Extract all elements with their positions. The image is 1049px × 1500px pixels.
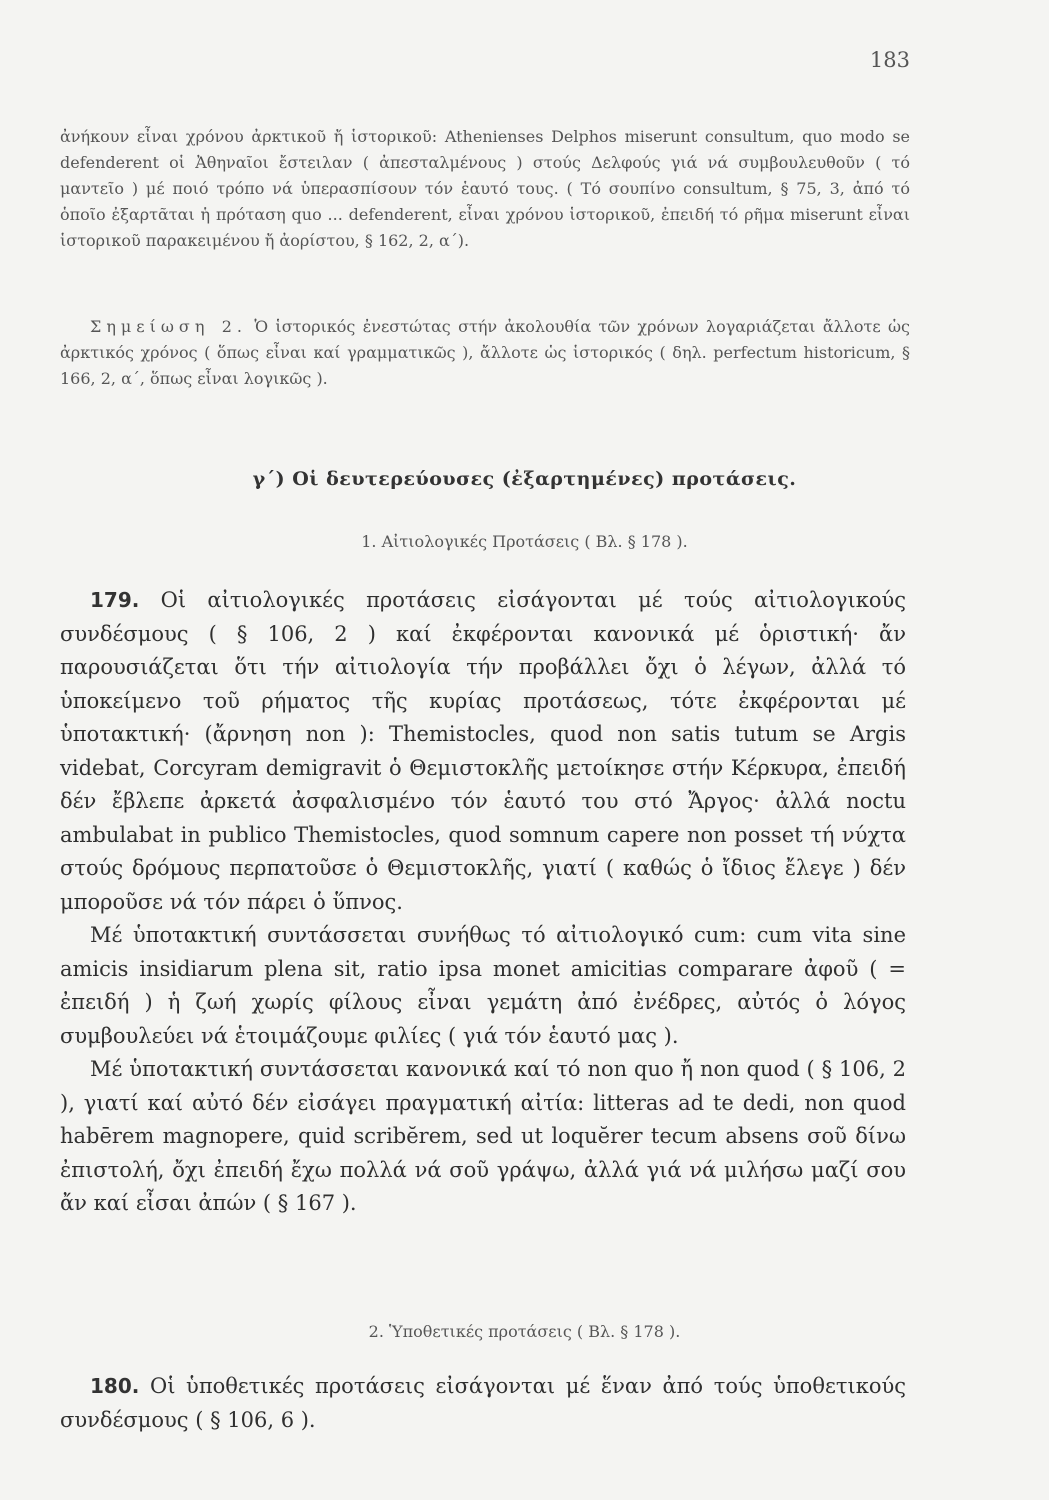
note-2-label: Σημείωση 2. <box>90 317 248 336</box>
note-2-body: Ὁ ἱστορικός ἐνεστώτας στήν ἀκολουθία τῶν χρόνων λογαριάζεται ἄλλοτε ὡς ἀρκτικός χρόνος ( ὅπως εἶναι καί γραμματικῶς ), ἄλλοτε ὡς ἱστορικός ( δηλ. perfectum historicum, § 166, 2, α΄, ὅπως εἶναι λογικῶς ). <box>60 317 911 388</box>
subheading-conditional-clauses: 2. Ὑποθετικές προτάσεις ( Βλ. § 178 ). <box>368 1322 681 1341</box>
intro-paragraph <box>60 124 910 254</box>
paragraph-number-179: 179. <box>90 588 140 612</box>
paragraph-179-text: Οἱ αἰτιολογικές προτάσεις εἰσάγονται μέ τούς αἰτιολογικούς συνδέσμους ( § 106, 2 ) καί ἐκφέρονται κανονικά μέ ὁριστική· ἄν παρουσιάζεται ὅτι τήν αἰτιολογία τήν προβάλλει ὄχι ὁ λέγων, ἀλλά τό ὑποκείμενο τοῦ ρήματος τῆς κυρίας προτάσεως, τότε ἐκφέρονται μέ ὑποτακτική· (ἄρνηση non ): Themistocles, quod non satis tutum se Argis videbat, Corcyram demigravit ὁ Θεμιστοκλῆς μετοίκησε στήν Κέρκυρα, ἐπειδή δέν ἔβλεπε ἀρκετά ἀσφαλισμένο τόν ἑαυτό του στό Ἄργος· ἀλλά noctu ambulabat in publico Themistocles, quod somnum capere non posset τή νύχτα στούς δρόμους περπατοῦσε ὁ Θεμιστοκλῆς, γιατί ( καθώς ὁ ἴδιος ἔλεγε ) δέν μποροῦσε νά τόν πάρει ὁ ὕπνος. <box>60 588 906 914</box>
subheading-causal-clauses: 1. Αἰτιολογικές Προτάσεις ( Βλ. § 178 ). <box>361 532 688 551</box>
paragraph-179 <box>60 584 906 919</box>
paragraph-non-quo: Μέ ὑποτακτική συντάσσεται κανονικά καί τό non quo ἤ non quod ( § 106, 2 ), γιατί καί αὐτό δέν εἰσάγει πραγματική αἰτία: litteras ad te dedi, non quod habērem magnopere, quid scribĕrem, sed ut loquĕrer tecum absens σοῦ δίνω ἐπιστολή, ὄχι ἐπειδή ἔχω πολλά νά σοῦ γράψω, ἀλλά γιά νά μιλήσω μαζί σου ἄν καί εἶσαι ἀπών ( § 167 ). <box>60 1057 906 1215</box>
body-text <box>60 584 906 1221</box>
page-number: 183 <box>869 48 910 72</box>
paragraph-180-text: Οἱ ὑποθετικές προτάσεις εἰσάγονται μέ ἕναν ἀπό τούς ὑποθετικούς συνδέσμους ( § 106, 6 ). <box>60 1374 906 1432</box>
note-2-paragraph <box>60 314 910 392</box>
paragraph-number-180: 180. <box>90 1374 140 1398</box>
section-heading: γ΄) Οἱ δευτερεύουσες (ἐξαρτημένες) προτάσεις. <box>252 468 797 490</box>
paragraph-180 <box>60 1370 906 1437</box>
paragraph-cum: Μέ ὑποτακτική συντάσσεται συνήθως τό αἰτιολογικό cum: cum vita sine amicis insidiarum plena sit, ratio ipsa monet amicitias comparare ἀφοῦ ( = ἐπειδή ) ἡ ζωή χωρίς φίλους εἶναι γεμάτη ἀπό ἐνέδρες, αὐτός ὁ λόγος συμβουλεύει νά ἑτοιμάζουμε φιλίες ( γιά τόν ἑαυτό μας ). <box>60 923 906 1048</box>
intro-text: ἀνήκουν εἶναι χρόνου ἀρκτικοῦ ἤ ἱστορικοῦ: Athenienses Delphos miserunt consultum, quo modo se defenderent οἱ Ἀθηναῖοι ἔστειλαν ( ἀπεσταλμένους ) στούς Δελφούς γιά νά συμβουλευθοῦν ( τό μαντεῖο ) μέ ποιό τρόπο νά ὑπερασπίσουν τόν ἑαυτό τους. ( Τό σουπίνο consultum, § 75, 3, ἀπό τό ὁποῖο ἐξαρτᾶται ἡ πρόταση quo ... defenderent, εἶναι χρόνου ἱστορικοῦ, ἐπειδή τό ρῆμα miserunt εἶναι ἱστορικοῦ παρακειμένου ἤ ἀορίστου, § 162, 2, α΄). <box>60 127 910 250</box>
note-2-text <box>60 314 910 392</box>
body-text-180 <box>60 1370 906 1437</box>
